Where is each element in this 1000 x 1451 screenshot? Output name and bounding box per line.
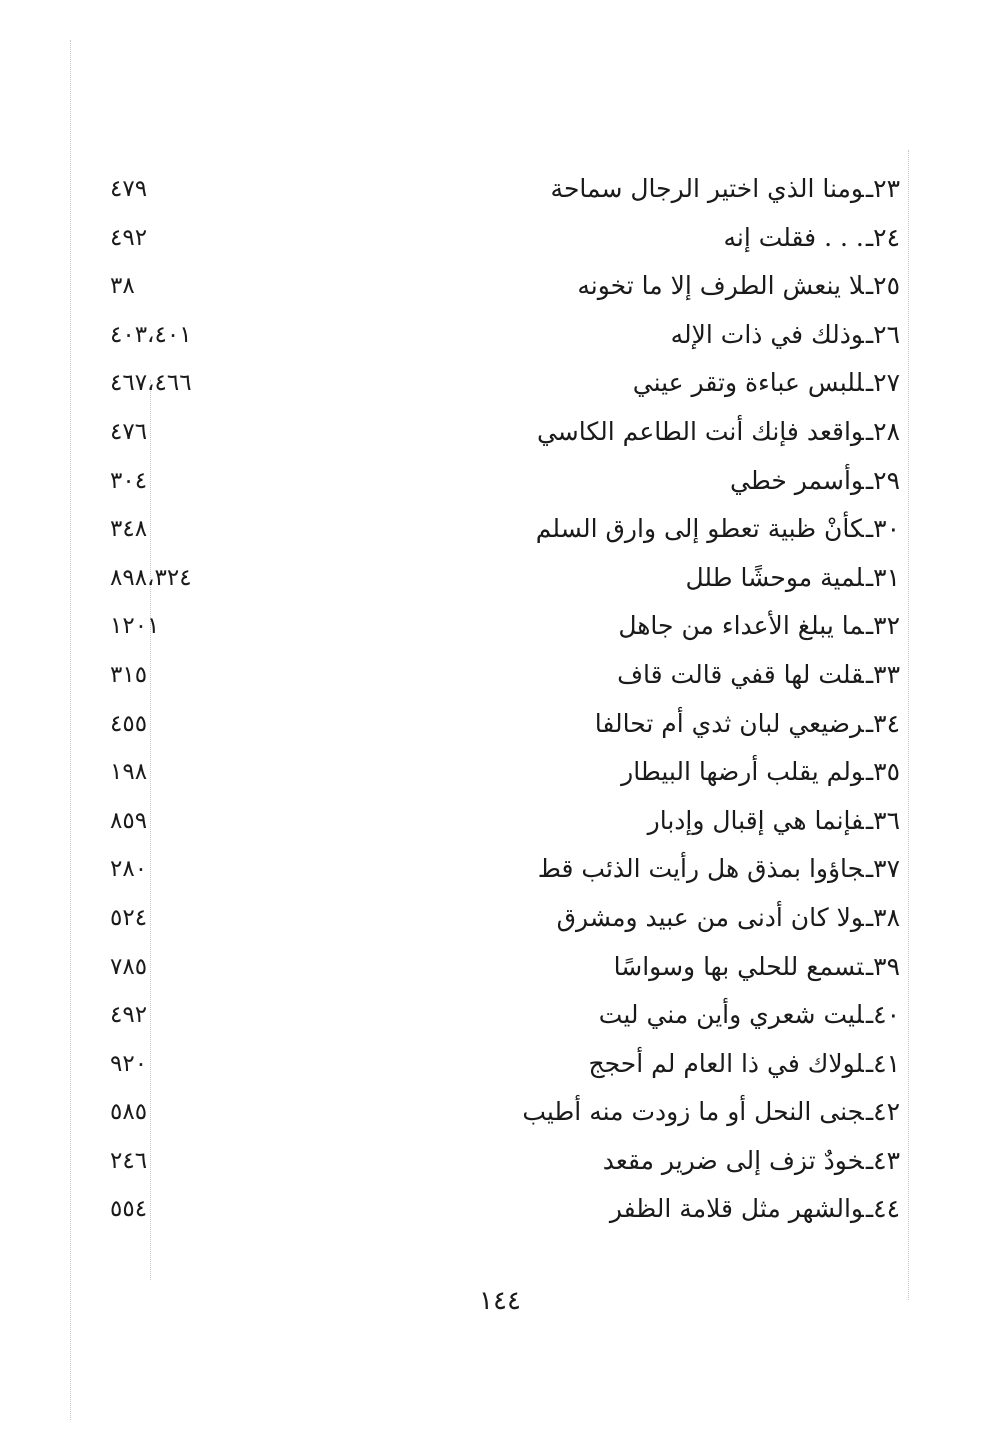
page-reference: ٨٥٩ — [110, 807, 148, 834]
index-row — [110, 168, 900, 217]
verse-text: وذلك في ذات الإله — [670, 319, 864, 349]
verse-entry — [610, 1192, 900, 1226]
index-row — [110, 946, 900, 995]
entry-number: ٣٢ـ — [865, 611, 900, 641]
page-reference: ٣٤٨ — [110, 516, 148, 543]
page-reference: ٤٧٦ — [110, 418, 148, 445]
entry-number: ٢٧ـ — [865, 368, 900, 398]
verse-text: كأنْ ظبية تعطو إلى وارق السلم — [535, 514, 864, 544]
index-row — [110, 848, 900, 897]
entry-number: ٢٦ـ — [865, 319, 900, 349]
page-reference: ٤٠٣،٤٠١ — [110, 321, 192, 348]
verse-entry — [589, 1047, 901, 1081]
verse-text: خودٌ تزف إلى ضرير مقعد — [602, 1145, 864, 1175]
page-reference: ٢٤٦ — [110, 1147, 148, 1174]
entry-number: ٣٥ـ — [865, 757, 900, 787]
index-row — [110, 362, 900, 411]
page-reference: ٨٩٨،٣٢٤ — [110, 564, 192, 591]
page-reference: ٧٨٥ — [110, 953, 148, 980]
entry-number: ٣٦ـ — [865, 805, 900, 835]
verse-entry — [577, 269, 900, 303]
page-reference: ٥٥٤ — [110, 1196, 148, 1223]
page-reference: ٢٨٠ — [110, 856, 148, 883]
verse-entry — [599, 998, 900, 1032]
index-row — [110, 557, 900, 606]
verse-text: للبس عباءة وتقر عيني — [632, 368, 864, 398]
index-row — [110, 1188, 900, 1237]
index-row — [110, 751, 900, 800]
verse-entry — [603, 1144, 900, 1178]
entry-number: ٤١ـ — [865, 1048, 900, 1078]
scan-artifact-line — [70, 40, 71, 1420]
entry-number: ٣٠ـ — [865, 514, 900, 544]
verse-entry — [723, 221, 900, 255]
page-reference: ٥٨٥ — [110, 1099, 148, 1126]
verse-text: ولا كان أدنى من عبيد ومشرق — [556, 902, 864, 932]
verse-text: واقعد فإنك أنت الطاعم الكاسي — [536, 416, 864, 446]
index-row — [110, 654, 900, 703]
verse-text: جاؤوا بمذق هل رأيت الذئب قط — [537, 854, 864, 884]
verse-entry — [633, 366, 900, 400]
index-row — [110, 265, 900, 314]
entry-number: ٢٤ـ — [865, 222, 900, 252]
index-row — [110, 800, 900, 849]
index-row — [110, 994, 900, 1043]
page-reference: ٤٦٧،٤٦٦ — [110, 370, 192, 397]
verse-text: فإنما هي إقبال وإدبار — [647, 805, 864, 835]
verse-entry — [557, 901, 900, 935]
page-reference: ٤٧٩ — [110, 176, 148, 202]
entry-number: ٤٠ـ — [865, 1000, 900, 1030]
verse-entry — [538, 852, 900, 886]
scan-artifact-line — [908, 150, 909, 1300]
verse-entry — [536, 512, 900, 546]
page-reference: ٣١٥ — [110, 661, 148, 688]
page-reference: ٤٩٢ — [110, 224, 148, 251]
entry-number: ٢٣ـ — [865, 174, 900, 203]
page-reference: ٤٩٢ — [110, 1002, 148, 1029]
verse-text: ما يبلغ الأعداء من جاهل — [618, 611, 864, 641]
index-row — [110, 605, 900, 654]
verse-entry — [621, 755, 900, 789]
verse-text: رضيعي لبان ثدي أم تحالفا — [594, 708, 864, 738]
page-reference: ١٢٠١ — [110, 613, 160, 640]
verse-text: لا ينعش الطرف إلا ما تخونه — [577, 271, 864, 301]
entry-number: ٣٧ـ — [865, 854, 900, 884]
verse-text: . . . فقلت إنه — [723, 222, 864, 252]
verse-entry — [685, 561, 900, 595]
index-row — [110, 897, 900, 946]
verse-text: ولم يقلب أرضها البيطار — [621, 757, 864, 787]
verse-entry — [648, 804, 900, 838]
page-reference: ٣٠٤ — [110, 467, 148, 494]
page-reference: ٥٢٤ — [110, 904, 148, 931]
verse-text: لولاك في ذا العام لم أحجج — [588, 1048, 864, 1078]
entry-number: ٣٤ـ — [865, 708, 900, 738]
entry-number: ٣٨ـ — [865, 902, 900, 932]
verse-entry — [595, 707, 900, 741]
index-row — [110, 508, 900, 557]
verse-entry — [537, 415, 900, 449]
verse-index-list — [110, 168, 900, 1237]
verse-entry — [671, 318, 900, 352]
index-row — [110, 1043, 900, 1092]
entry-number: ٤٤ـ — [865, 1194, 900, 1224]
entry-number: ٣٩ـ — [865, 951, 900, 981]
entry-number: ٣١ـ — [865, 562, 900, 592]
verse-entry — [522, 1095, 900, 1129]
index-row — [110, 703, 900, 752]
page-number: ١٤٤ — [479, 1286, 521, 1316]
verse-text: جنى النحل أو ما زودت منه أطيب — [522, 1097, 864, 1127]
verse-entry — [617, 658, 900, 692]
verse-text: والشهر مثل قلامة الظفر — [609, 1194, 864, 1224]
verse-entry — [551, 172, 900, 206]
index-row — [110, 314, 900, 363]
entry-number: ٢٥ـ — [865, 271, 900, 301]
page-reference: ٩٢٠ — [110, 1050, 148, 1077]
verse-entry — [618, 609, 900, 643]
index-row — [110, 460, 900, 509]
entry-number: ٤٣ـ — [865, 1145, 900, 1175]
page-reference: ٤٥٥ — [110, 710, 148, 737]
verse-text: ليت شعري وأين مني ليت — [598, 1000, 864, 1030]
page-reference: ٣٨ — [110, 273, 135, 300]
verse-entry — [614, 950, 900, 984]
verse-text: قلت لها قفي قالت قاف — [617, 659, 864, 689]
verse-text: تسمع للحلي بها وسواسًا — [613, 951, 864, 981]
entry-number: ٢٩ـ — [865, 465, 900, 495]
entry-number: ٤٢ـ — [865, 1097, 900, 1127]
index-row — [110, 1091, 900, 1140]
entry-number: ٣٣ـ — [865, 659, 900, 689]
index-row — [110, 217, 900, 266]
verse-text: لمية موحشًا طلل — [685, 562, 864, 592]
index-row — [110, 411, 900, 460]
verse-text: وأسمر خطي — [730, 465, 864, 495]
entry-number: ٢٨ـ — [865, 416, 900, 446]
verse-text: ومنا الذي اختير الرجال سماحة — [550, 174, 864, 203]
verse-entry — [730, 464, 900, 498]
page-reference: ١٩٨ — [110, 759, 148, 786]
index-row — [110, 1140, 900, 1189]
